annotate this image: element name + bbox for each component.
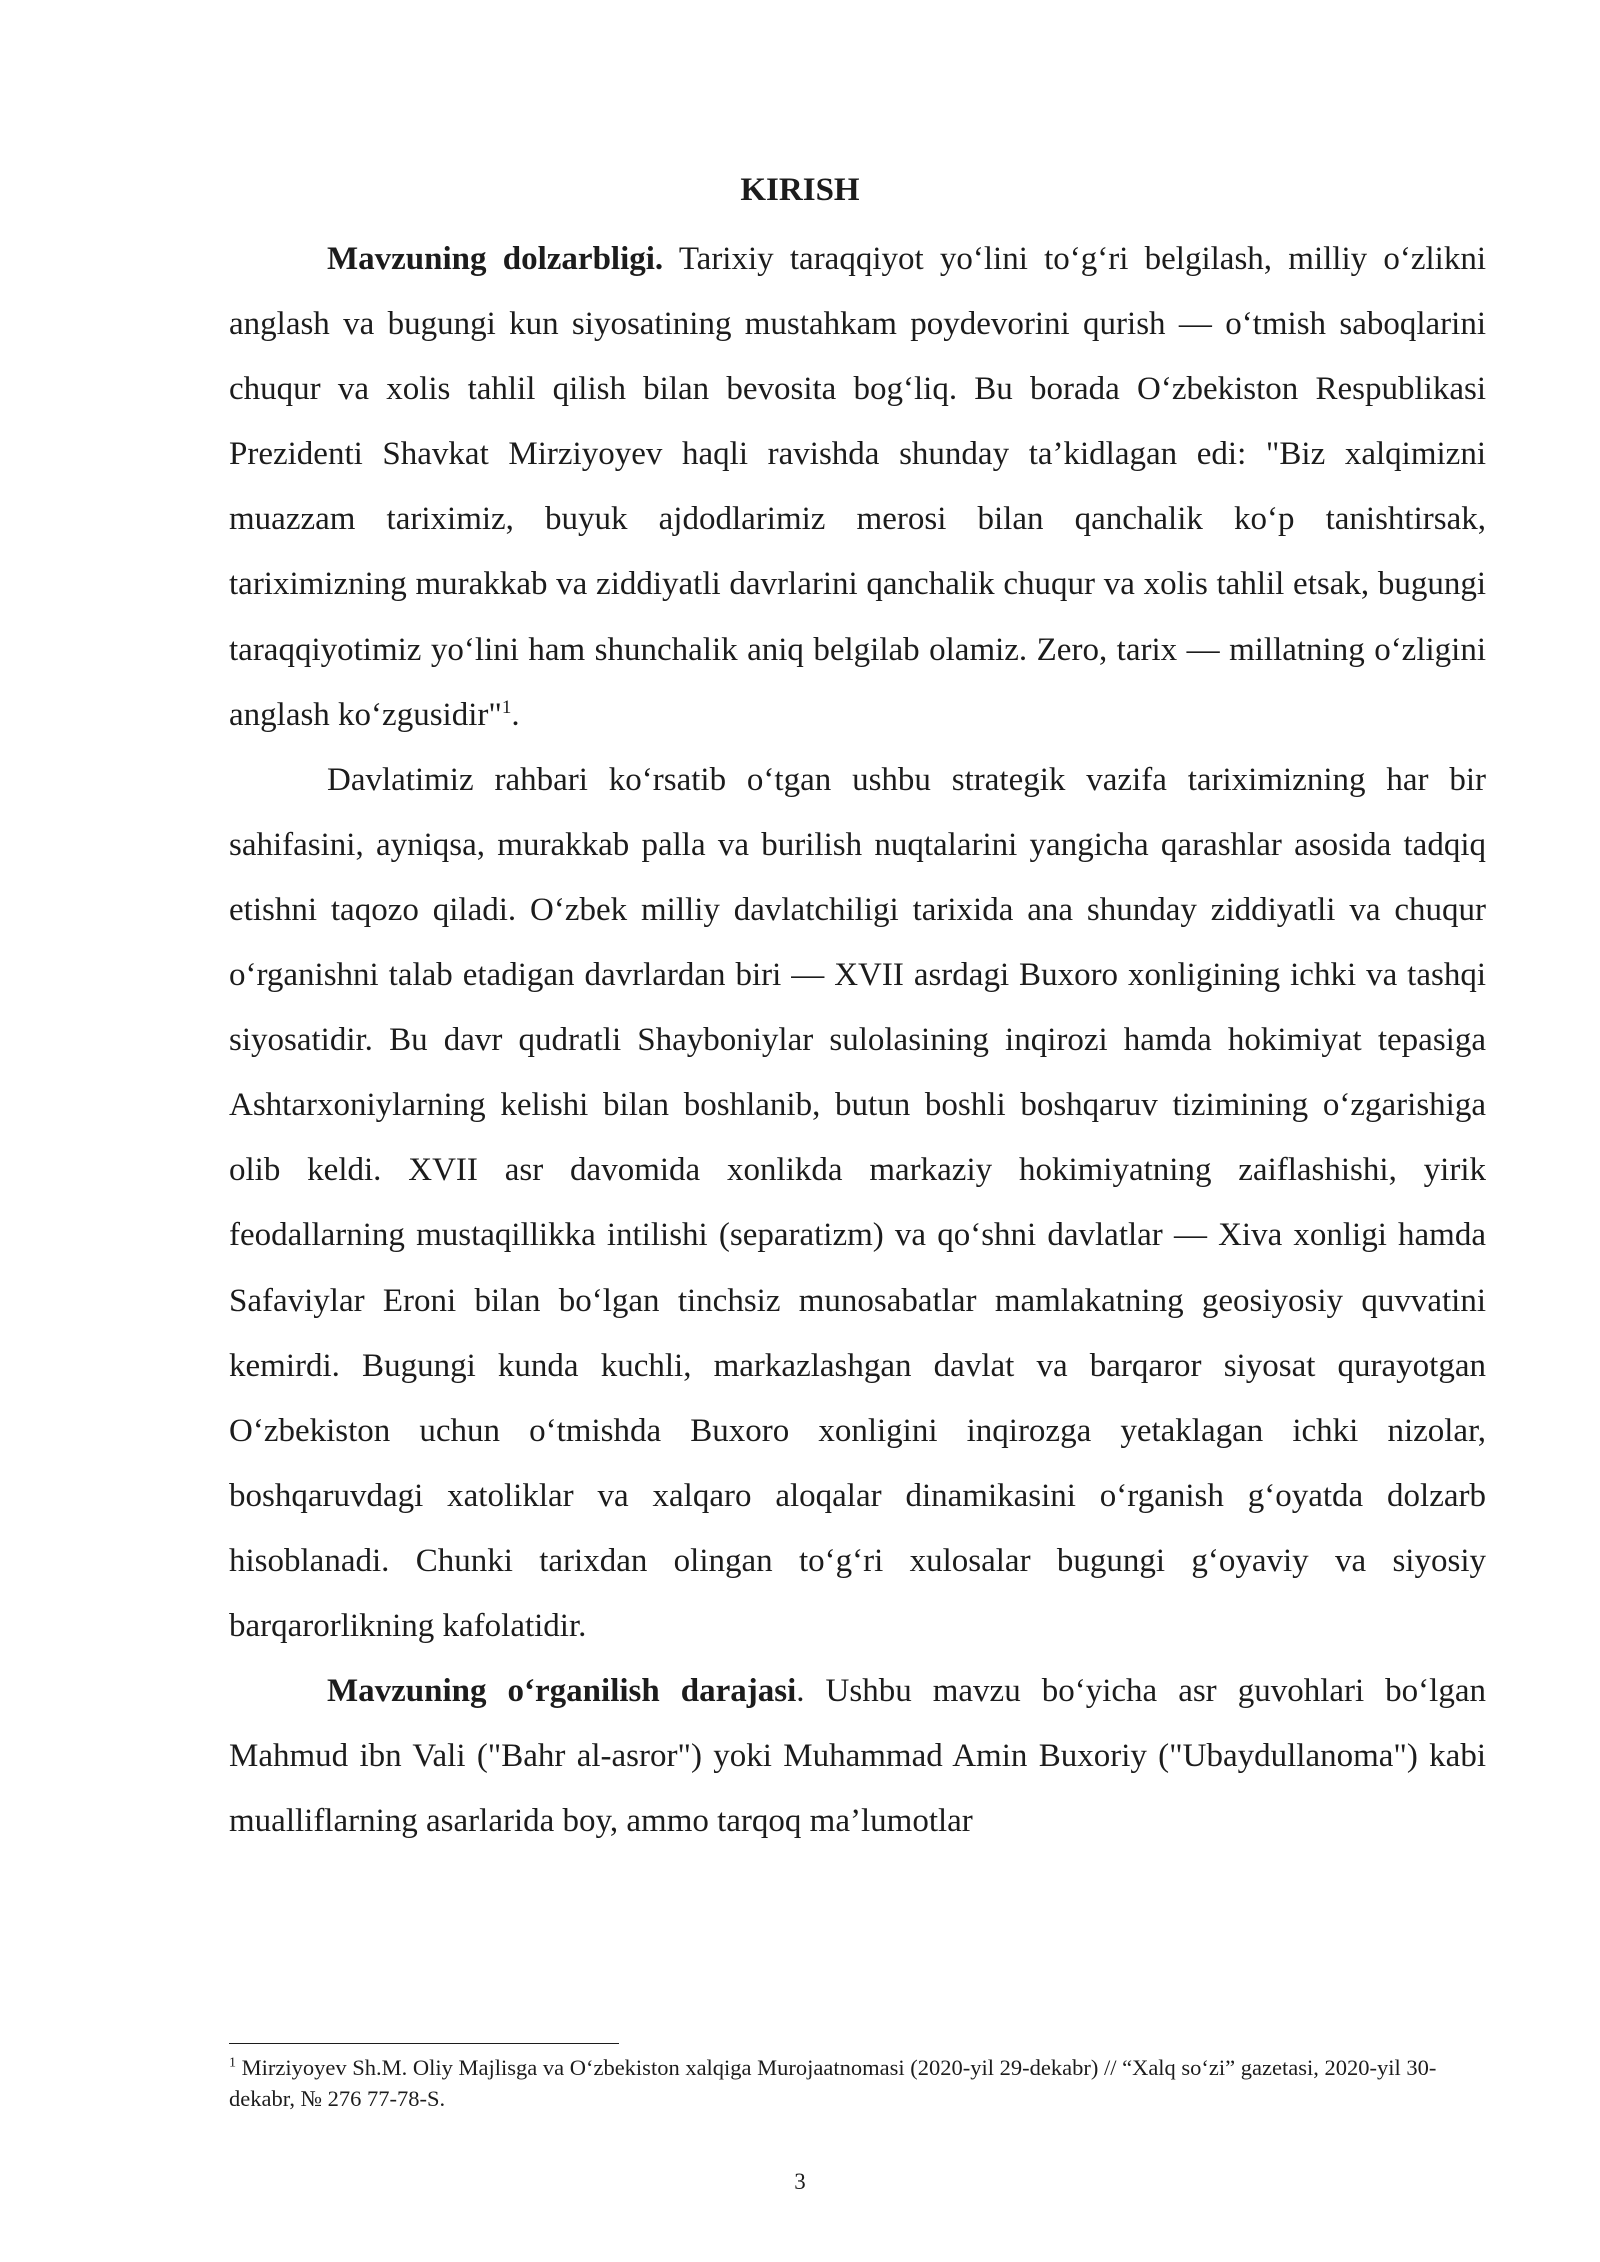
paragraph-text: Davlatimiz rahbari ko‘rsatib o‘tgan ushbu strategik vazifa tariximizning har bir sahifasini, ayniqsa, murakkab palla va burilish nuqtalarini yangicha qarashlar asosida tadqiq etishni taqozo qiladi. O‘zbek milliy davlatchiligi tarixida ana shunday ziddiyatli va chuqur o‘rganishni talab etadigan davrlardan biri — XVII asrdagi Buxoro xonligining ichki va tashqi siyosatidir. Bu davr qudratli Shayboniylar sulolasining inqirozi hamda hokimiyat tepasiga Ashtarxoniylarning kelishi bilan boshlanib, butun boshli boshqaruv tizimining o‘zgarishiga olib keldi. XVII asr davomida xonlikda markaziy hokimiyatning zaiflashishi, yirik feodallarning mustaqillikka intilishi (separatizm) va qo‘shni davlatlar — Xiva xonligi hamda Safaviylar Eroni bilan bo‘lgan tinchsiz munosabatlar mamlakatning geosiyosiy quvvatini kemirdi. Bugungi kunda kuchli, markazlashgan davlat va barqaror siyosat qurayotgan O‘zbekiston uchun o‘tmishda Buxoro xonligini inqirozga yetaklagan ichki nizolar, boshqaruvdagi xatoliklar va xalqaro aloqalar dinamikasini o‘rganish g‘oyatda dolzarb hisoblanadi. Chunki tarixdan olingan to‘g‘ri xulosalar bugungi g‘oyaviy va siyosiy barqarorlikning kafolatidir.: [229, 761, 1486, 1644]
section-title: KIRISH: [740, 172, 860, 208]
footnote-text: Mirziyoyev Sh.M. Oliy Majlisga va O‘zbekiston xalqiga Murojaatnomasi (2020-yil 29-dekabr) // “Xalq so‘zi” gazetasi, 2020-yil 30-dekabr, № 276 77-78-S.: [229, 2055, 1437, 2111]
footnote-reference[interactable]: 1: [501, 696, 512, 718]
paragraph-tail: .: [511, 696, 520, 733]
footnote-number: 1: [229, 2055, 236, 2071]
body-text: [229, 227, 1486, 1854]
paragraph-strategic-task: [229, 748, 1486, 1659]
paragraph-text: Tarixiy taraqqiyot yo‘lini to‘g‘ri belgilash, milliy o‘zlikni anglash va bugungi kun siyosatining mustahkam poydevorini qurish — o‘tmish saboqlarini chuqur va xolis tahlil qilish bilan bevosita bog‘liq. Bu borada O‘zbekiston Respublikasi Prezidenti Shavkat Mirziyoyev haqli ravishda shunday ta’kidlagan edi: "Biz xalqimizni muazzam tariximiz, buyuk ajdodlarimiz merosi bilan qanchalik ko‘p tanishtirsak, tariximizning murakkab va ziddiyatli davrlarini qanchalik chuqur va xolis tahlil etsak, bugungi taraqqiyotimiz yo‘lini ham shunchalik aniq belgilab olamiz. Zero, tarix — millatning o‘zligini anglash ko‘zgusidir": [229, 241, 1486, 733]
page-number: 3: [794, 2169, 806, 2194]
paragraph-lead: Mavzuning dolzarbligi.: [327, 241, 664, 277]
footnote: [229, 2052, 1486, 2114]
paragraph-text: . Ushbu mavzu bo‘yicha asr guvohlari bo‘lgan Mahmud ibn Vali ("Bahr al-asror") yoki Muhammad Amin Buxoriy ("Ubaydullanoma") kabi mualliflarning asarlarida boy, ammo tarqoq ma’lumotlar: [229, 1673, 1486, 1840]
paragraph-relevance: [229, 227, 1486, 748]
footnote-separator: [229, 2043, 619, 2044]
paragraph-lead: Mavzuning o‘rganilish darajasi: [327, 1673, 797, 1710]
paragraph-study-degree: [229, 1659, 1486, 1854]
